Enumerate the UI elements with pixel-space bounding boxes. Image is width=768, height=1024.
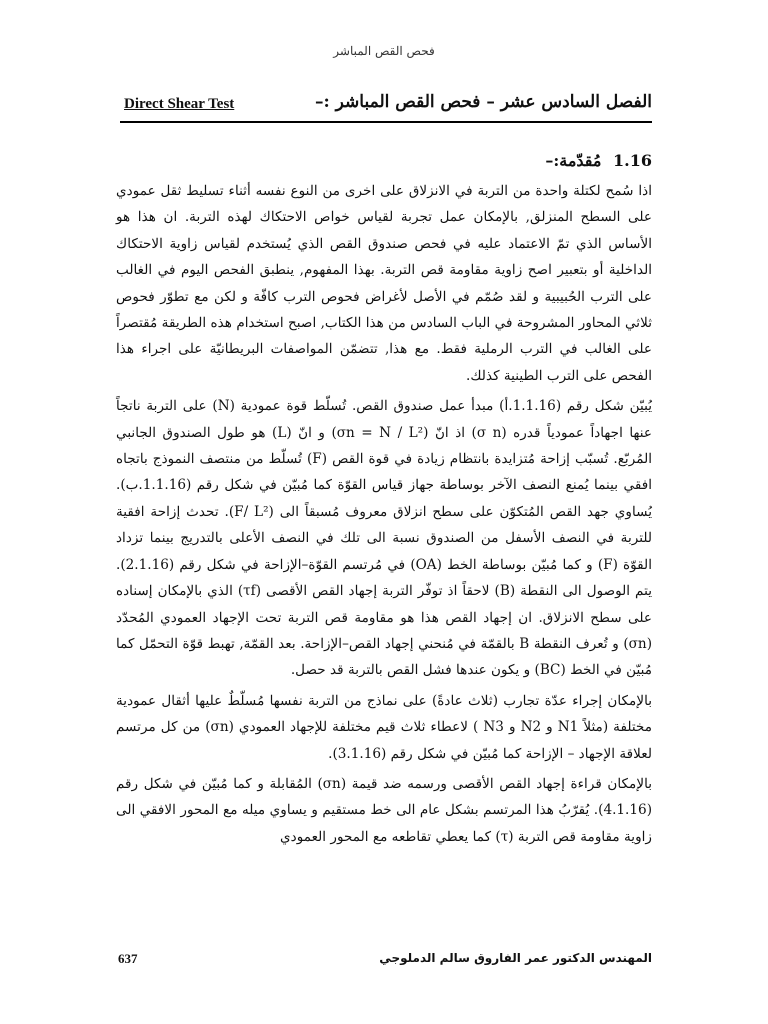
- paragraph-principle: يُبيّن شكل رقم (1.1.16.أ) مبدأ عمل صندوق القص. تُسلّط قوة عمودية (N) على التربة ناتجاً عنها اجهاداً عمودياً قدره (σ n) اذ انّ (σn = N / L²) و انّ (L) هو طول الصندوق الجانبي المُربّع. تُسبّب إزاحة مُتزايدة بانتظام زيادة في قوة القص (F) تُسلّط من منتصف النموذج باتجاه افقي بينما يُمنع النصف الآخر بوساطة جهاز قياس القوّة كما مُبيّن في شكل رقم (1.1.16.ب). يُساوي جهد القص المُتكوّن على سطح انزلاق معروف مُسبقاً الى (F/ L²). تحدث إزاحة افقية للتربة في النصف الأسفل من الصندوق نسبة الى تلك في النصف الأعلى بالتدريج بينما تزداد القوّة (F) و كما مُبيّن بوساطة الخط (OA) في مُرتسم القوّة–الإزاحة في شكل رقم (2.1.16). يتم الوصول الى النقطة (B) لاحقاً اذ توفّر التربة إجهاد القص الأقصى (τf) الذي بالإمكان إسناده على سطح الانزلاق. ان إجهاد القص هذا هو مقاومة قص التربة تحت الإجهاد العمودي المُحدّد (σn) و تُعرف النقطة B بالقمّة في مُنحني إجهاد القص–الإزاحة. بعد القمّة, تهبط قوّة التحمّل كما مُبيّن في الخط (BC) و يكون عندها فشل القص بالتربة قد حصل.: [116, 398, 653, 679]
- chapter-title-arabic: الفصل السادس عشر – فحص القص المباشر :–: [314, 92, 652, 112]
- paragraph-intro: اذا سُمح لكتلة واحدة من التربة في الانزلاق على اخرى من النوع نفسه أثناء تسليط ثقل عمودي على السطح المنزلق, بالإمكان عمل تجربة لقياس خواص الاحتكاك لهذه التربة. ان هذا هو الأساس الذي تمّ الاعتماد عليه في فحص صندوق القص الذي يُستخدم لقياس زاوية الاحتكاك الداخلية أو بتعبير اصح زاوية مقاومة قص التربة. بهذا المفهوم, ينطبق الفحص اليوم في الغالب على الترب الحُبيبية و لقد صُمّم في الأصل لأغراض فحوص الترب كافّة و لكن مع تطوّر فحوص ثلاثي المحاور المشروحة في الباب السادس من هذا الكتاب, اصبح استخدام هذه الطريقة مُقتصراً على الغالب في الترب الرملية فقط. مع هذا, تتضمّن المواصفات البريطانيّة على اجراء هذا الفحص على الترب الطينية كذلك.: [116, 183, 652, 384]
- section-title: مُقدّمة:–: [545, 151, 602, 170]
- paragraph-tests: بالإمكان إجراء عدّة تجارب (ثلاث عادةً) على نماذج من التربة نفسها مُسلّطٌ عليها أثقال عمودية مختلفة (مثلاً N1 و N2 و N3 ) لاعطاء ثلاث قيم مختلفة للإجهاد العمودي (σn) من كل مرتسم لعلاقة الإجهاد – الإزاحة كما مُبيّن في شكل رقم (3.1.16).: [116, 692, 652, 762]
- running-header: فحص القص المباشر: [333, 44, 435, 58]
- section-number: 1.16: [613, 151, 652, 170]
- page-footer: [116, 951, 652, 973]
- title-underline-rule: [120, 121, 652, 123]
- paragraph-plot: بالإمكان قراءة إجهاد القص الأقصى ورسمه ضد قيمة (σn) المُقابلة و كما مُبيّن في شكل رقم (4.1.16). يُقرّبُ هذا المرتسم بشكل عام الى خط مستقيم و يساوي ميله مع المحور الافقي الى زاوية مقاومة قص التربة (τ) كما يعطي تقاطعه مع المحور العمودي: [116, 775, 652, 845]
- chapter-title-row: [120, 92, 652, 122]
- footer-author: المهندس الدكتور عمر الفاروق سالم الدملوجي: [379, 951, 652, 965]
- section-heading: [545, 151, 652, 170]
- chapter-title-english: Direct Shear Test: [124, 96, 235, 112]
- page-number: 637: [118, 951, 138, 966]
- body-text: [116, 178, 652, 854]
